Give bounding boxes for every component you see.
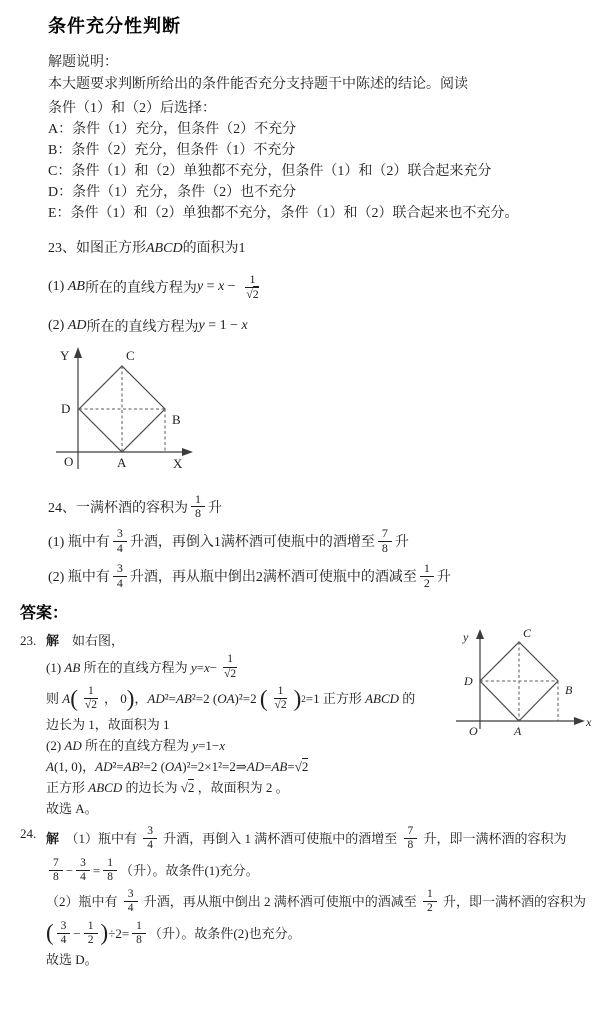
option-d [48, 182, 597, 203]
instructions-body: 本大题要求判断所给出的条件能否充分支持题干中陈述的结论。阅读 [48, 77, 468, 92]
option-c-label: C： [48, 164, 72, 179]
answer-23 [20, 626, 597, 820]
option-e [48, 203, 597, 224]
vertex-b-label: B [565, 683, 573, 698]
option-d-label: D： [48, 185, 73, 200]
option-e-text: 条件（1）和（2）单独都不充分，条件（1）和（2）联合起来也不充分。 [70, 206, 519, 221]
vertex-a-label: A [117, 454, 127, 470]
x-axis-label: X [173, 455, 183, 471]
answer-24-line-5: 故选 D。 [46, 952, 98, 967]
option-c [48, 161, 597, 182]
coordinate-diagram-answer [452, 625, 602, 740]
y-axis-label: y [463, 630, 469, 645]
instructions-heading: 解题说明： [48, 55, 118, 70]
question-23-stem: 23、如图正方形 ABCD 的面积为1 [48, 241, 246, 256]
option-c-text: 条件（1）和（2）单独都不充分，但条件（1）和（2）联合起来充分 [71, 164, 492, 179]
question-23-condition-1: (1) AB 所在的直线方程为 y = x − $\frac{1}{√2}$ [48, 272, 259, 301]
options-block [48, 98, 597, 224]
question-24-condition-2: (2) 瓶中有 $\frac{3}{4}$ 升酒，再从瓶中倒出2满杯酒可使瓶中的酒减至 $\frac{1}{2}$ 升 [48, 560, 451, 590]
answers-heading: 答案： [20, 605, 69, 623]
question-24-condition-1: (1) 瓶中有 $\frac{3}{4}$ 升酒，再倒入1满杯酒可使瓶中的酒增至 $\frac{7}{8}$ 升 [48, 526, 409, 555]
answer-24-line-3: （2）瓶中有 $\frac{3}{4}$ 升酒，再从瓶中倒出 2 满杯酒可使瓶中的酒减至 $\frac{1}{2}$ 升，即一满杯酒的容积为 [46, 888, 587, 915]
answer-24-body [46, 824, 586, 971]
x-axis-arrow-icon [182, 448, 193, 456]
page-title: 条件充分性判断 [48, 16, 181, 36]
answer-23-line-8: 故选 A。 [46, 801, 98, 817]
answer-23-figure [452, 625, 602, 744]
answer-23-line-1: 解 如右图， [46, 633, 125, 649]
vertex-c-label: C [523, 626, 532, 641]
answer-23-line-3: 则 A ( $\frac{1}{√2}$ ， 0 ) ， AD ²= AB ²=2 ( OA )²=2 ( $\frac{1}{√2}$ ) 2 =1 正方形 ABCD 的 [46, 684, 416, 712]
origin-label: O [469, 724, 478, 739]
option-b [48, 140, 597, 161]
answer-24-line-4: ( $\frac{3}{4}$ − $\frac{1}{2}$ ) ÷2= $\frac{1}{8}$ （升）。故条件(2)也充分。 [46, 919, 301, 946]
vertex-d-label: D [61, 400, 71, 416]
option-b-label: B： [48, 143, 72, 158]
option-d-text: 条件（1）充分，条件（2）也不充分 [72, 185, 297, 200]
answer-23-line-2: (1) AB 所在的直线方程为 y = x − $\frac{1}{√2}$ [46, 653, 237, 680]
answer-23-line-7: 正方形 ABCD 的边长为 √2 ，故面积为 2 。 [46, 780, 289, 796]
options-lead: 条件（1）和（2）后选择： [48, 101, 216, 116]
y-axis-arrow-icon [476, 629, 484, 639]
option-a [48, 119, 597, 140]
vertex-b-label: B [172, 411, 181, 427]
question-23-figure [48, 344, 597, 487]
answer-24-line-1: 解 （1）瓶中有 $\frac{3}{4}$ 升酒，再倒入 1 满杯酒可使瓶中的酒增至 $\frac{7}{8}$ 升，即一满杯酒的容积为 [46, 825, 567, 852]
option-b-text: 条件（2）充分，但条件（1）不充分 [71, 143, 296, 158]
vertex-a-label: A [514, 724, 522, 739]
question-24-stem: 24、一满杯酒的容积为 $\frac{1}{8}$ 升 [48, 491, 222, 521]
vertex-c-label: C [126, 347, 135, 363]
coordinate-diagram-question [48, 344, 198, 482]
answer-23-line-5: (2) AD 所在的直线方程为 y =1− x [46, 738, 226, 754]
instructions-block [48, 52, 597, 96]
option-a-label: A： [48, 122, 73, 137]
answer-23-line-6: A (1, 0)， AD ²= AB ²=2 ( OA )²=2×1²=2⇒ AD = AB =√2 [46, 759, 309, 775]
answer-23-number: 23. [20, 633, 37, 649]
question-23-condition-2: (2) AD 所在的直线方程为 y = 1 − x [48, 317, 248, 335]
answer-24-line-2: $\frac{7}{8}$ − $\frac{3}{4}$ = $\frac{1}{8}$ （升）。故条件(1)充分。 [46, 856, 586, 885]
answer-24-number: 24. [20, 826, 37, 842]
option-a-text: 条件（1）充分，但条件（2）不充分 [72, 122, 297, 137]
vertex-d-label: D [464, 674, 473, 689]
y-axis-arrow-icon [74, 347, 82, 358]
answer-23-line-4: 边长为 1，故面积为 1 [46, 717, 170, 733]
y-axis-label: Y [60, 347, 70, 363]
x-axis-label: x [586, 715, 592, 730]
answer-24 [20, 824, 597, 971]
x-axis-arrow-icon [574, 717, 585, 725]
origin-label: O [64, 453, 74, 469]
option-e-label: E： [48, 206, 71, 221]
answer-23-body [46, 631, 474, 820]
